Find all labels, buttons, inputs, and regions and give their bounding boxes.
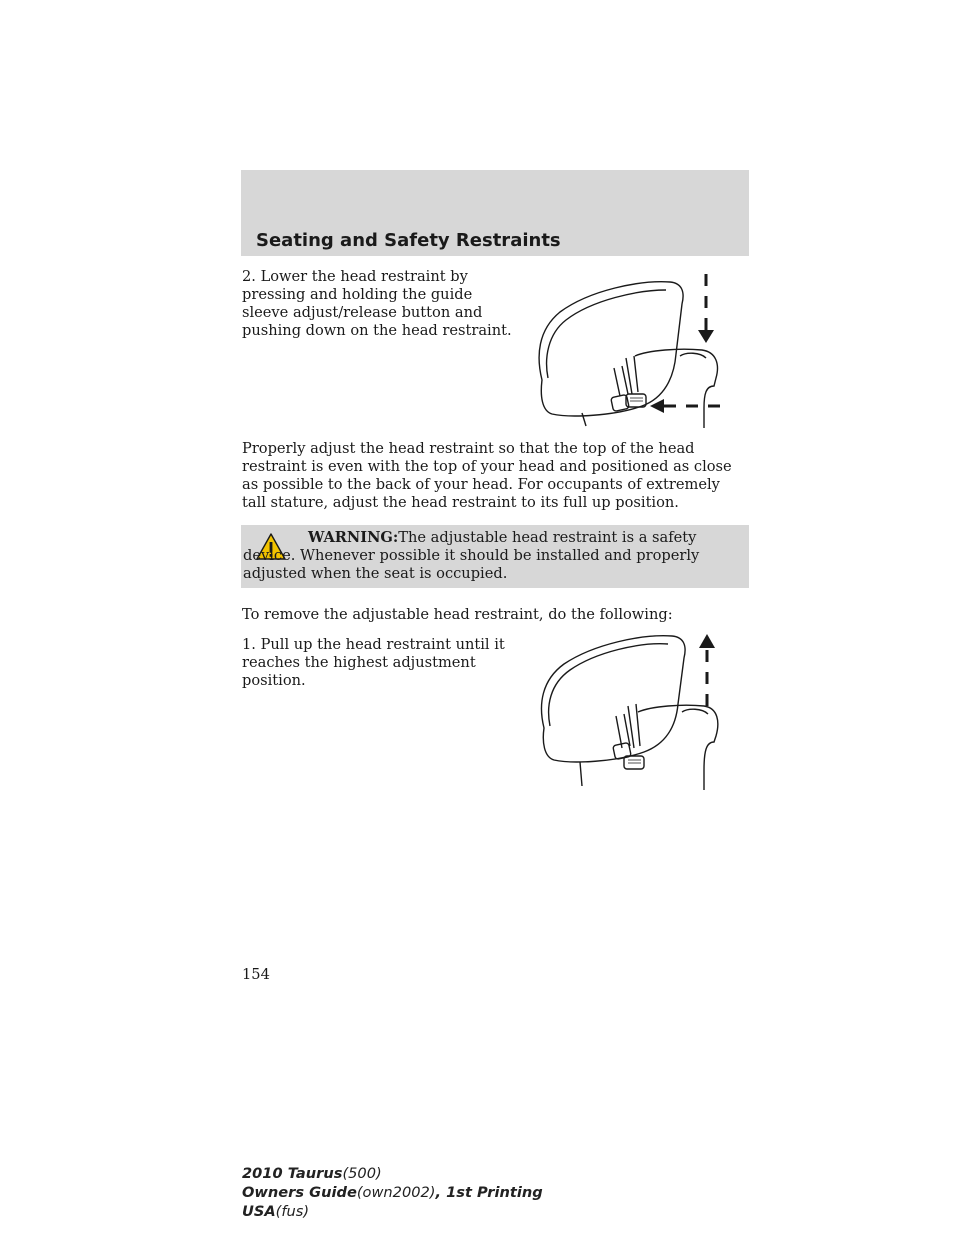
page-number: 154 (242, 966, 270, 983)
footer-market-code: (fus) (275, 1203, 310, 1220)
head-restraint-raise-illustration (530, 630, 740, 792)
footer-guide: Owners Guide (242, 1184, 357, 1201)
print-footer (242, 1164, 543, 1221)
warning-label: WARNING: (308, 529, 399, 546)
footer-printing: , 1st Printing (435, 1184, 543, 1201)
remove-intro-text: To remove the adjustable head restraint, do the following: (242, 606, 673, 623)
footer-model-code: (500) (342, 1165, 382, 1182)
section-title: Seating and Safety Restraints (256, 230, 561, 251)
footer-guide-code: (own2002) (356, 1184, 436, 1201)
step-2-text: 2. Lower the head restraint by pressing and holding the guide sleeve adjust/release button and pushing down on the head restraint. (242, 268, 512, 339)
footer-market: USA (242, 1203, 276, 1220)
footer-line-2 (242, 1183, 543, 1202)
footer-line-3 (242, 1202, 543, 1221)
warning-box (241, 525, 749, 588)
warning-body: The adjustable head restraint is a safety device. Whenever possible it should be installed and properly adjusted when the seat is occupied. (243, 529, 700, 582)
step-1-text: 1. Pull up the head restraint until it reaches the highest adjustment position. (242, 636, 505, 689)
footer-model: 2010 Taurus (242, 1165, 343, 1182)
warning-text (243, 529, 739, 583)
adjust-instructions-paragraph: Properly adjust the head restraint so that the top of the head restraint is even with the top of your head and positioned as close as possible to the back of your head. For occupants of extremely tall stature, adjust the head restraint to its full up position. (242, 440, 732, 511)
footer-line-1 (242, 1164, 543, 1183)
head-restraint-lower-illustration (530, 268, 740, 433)
